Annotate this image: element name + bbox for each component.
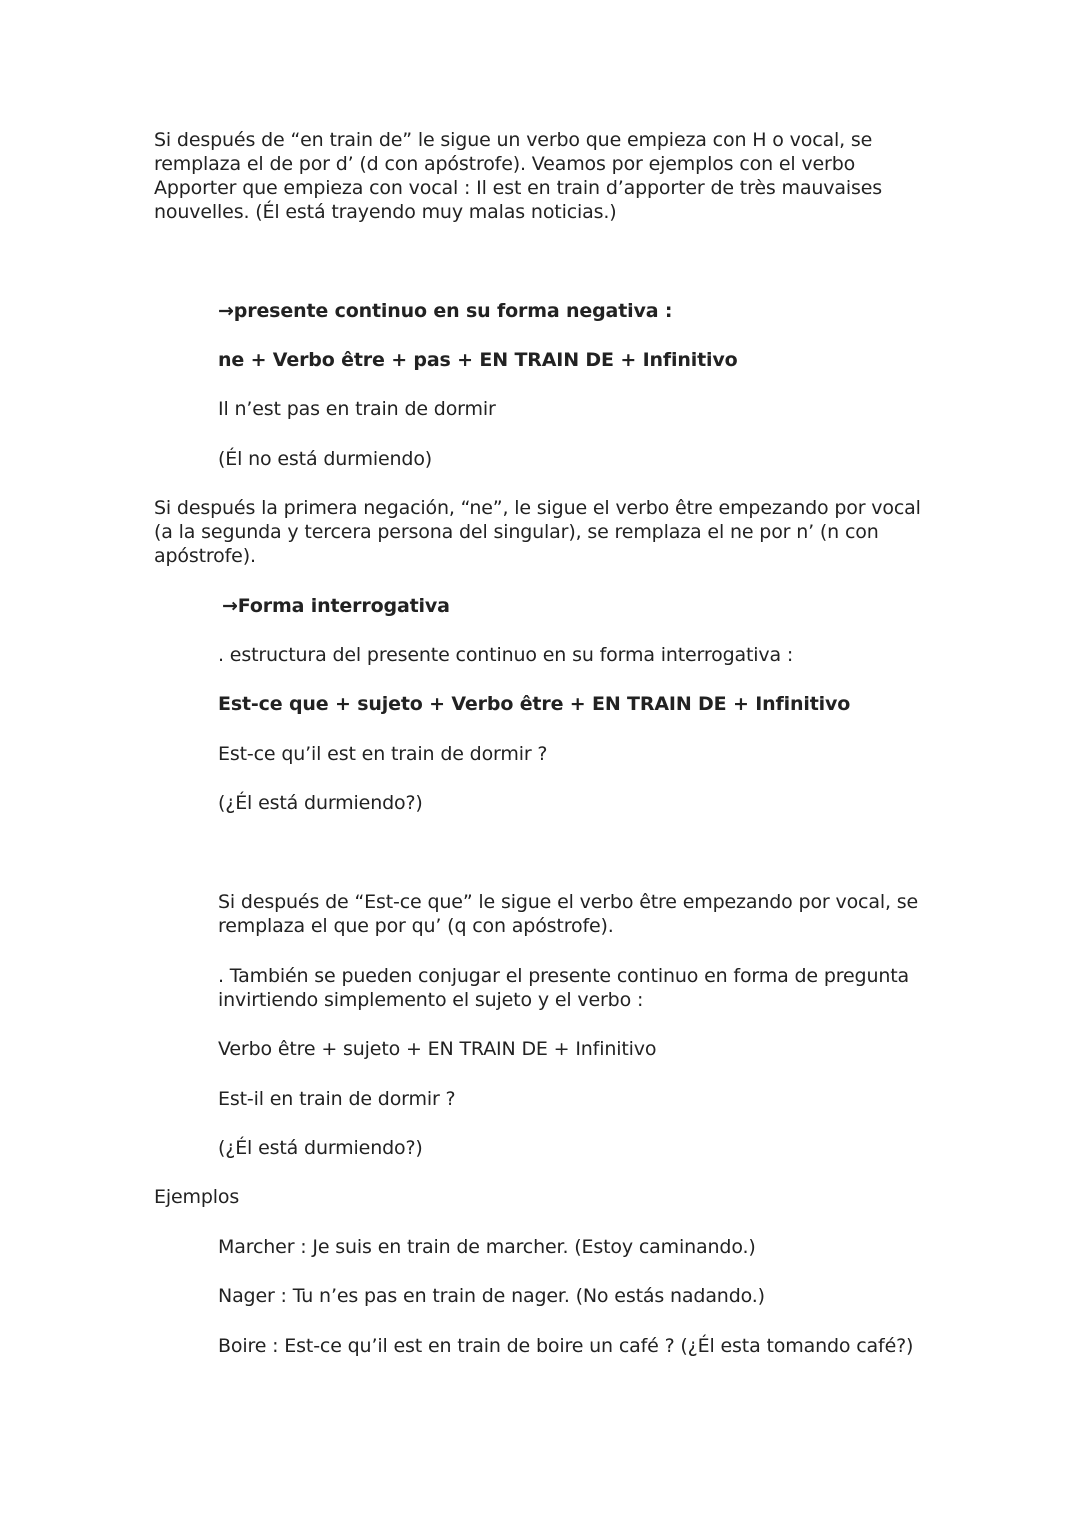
interrogative-note-line: Si después de “Est-ce que” le sigue el verbo être empezando por vocal, se xyxy=(218,891,919,913)
interrogative-alt-translation: (¿Él está durmiendo?) xyxy=(218,1137,423,1159)
paragraph-line: remplaza el de por d’ (d con apóstrofe). Veamos por ejemplos con el verbo xyxy=(154,153,856,175)
negative-translation: (Él no está durmiendo) xyxy=(218,448,433,470)
interrogative-translation: (¿Él está durmiendo?) xyxy=(218,792,423,814)
negative-formula: ne + Verbo être + pas + EN TRAIN DE + Infinitivo xyxy=(218,349,738,371)
example-item: Boire : Est-ce qu’il est en train de boire un café ? (¿Él esta tomando café?) xyxy=(218,1335,914,1357)
negative-example: Il n’est pas en train de dormir xyxy=(218,398,496,420)
interrogative-intro: . estructura del presente continuo en su forma interrogativa : xyxy=(218,644,794,666)
interrogative-note-line: remplaza el que por qu’ (q con apóstrofe). xyxy=(218,915,614,937)
example-item: Nager : Tu n’es pas en train de nager. (No estás nadando.) xyxy=(218,1285,765,1307)
interrogative-alt-example: Est-il en train de dormir ? xyxy=(218,1088,456,1110)
paragraph-line: Apporter que empieza con vocal : Il est en train d’apporter de très mauvaises xyxy=(154,177,883,199)
interrogative-alt-line: . También se pueden conjugar el presente continuo en forma de pregunta xyxy=(218,965,910,987)
paragraph-line: nouvelles. (Él está trayendo muy malas noticias.) xyxy=(154,201,617,223)
interrogative-alt-line: invirtiendo simplemento el sujeto y el verbo : xyxy=(218,989,644,1011)
negative-note-line: Si después la primera negación, “ne”, le sigue el verbo être empezando por vocal xyxy=(154,497,921,519)
interrogative-formula: Est-ce que + sujeto + Verbo être + EN TRAIN DE + Infinitivo xyxy=(218,693,851,715)
interrogative-heading: →Forma interrogativa xyxy=(222,595,450,617)
example-item: Marcher : Je suis en train de marcher. (Estoy caminando.) xyxy=(218,1236,756,1258)
interrogative-example: Est-ce qu’il est en train de dormir ? xyxy=(218,743,548,765)
paragraph-line: Si después de “en train de” le sigue un verbo que empieza con H o vocal, se xyxy=(154,129,873,151)
examples-heading: Ejemplos xyxy=(154,1186,240,1208)
negative-note-line: apóstrofe). xyxy=(154,545,256,567)
interrogative-alt-formula: Verbo être + sujeto + EN TRAIN DE + Infinitivo xyxy=(218,1038,657,1060)
negative-note-line: (a la segunda y tercera persona del singular), se remplaza el ne por n’ (n con xyxy=(154,521,879,543)
negative-heading: →presente continuo en su forma negativa : xyxy=(218,300,673,322)
